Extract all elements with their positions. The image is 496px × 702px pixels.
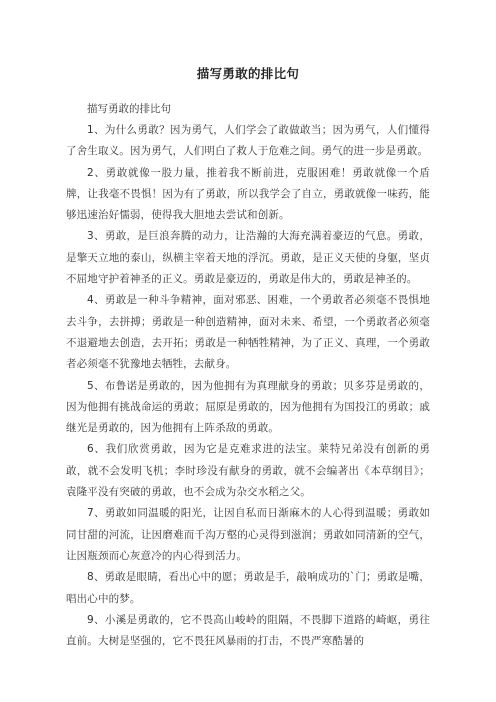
paragraph-1: 1、为什么勇敢？因为勇气，人们学会了敢做敢当；因为勇气，人们懂得了舍生取义。因为勇气，人们明白了救人于危难之间。勇气的进一步是勇敢。 [66, 124, 430, 158]
document-title: 描写勇敢的排比句 [196, 66, 300, 81]
paragraph-2: 2、勇敢就像一股力量，推着我不断前进，克服困难！勇敢就像一个盾牌，让我毫不畏惧！因为有了勇敢，所以我学会了自立，勇敢就像一味药，能够迅速治好懦弱，使得我大胆地去尝试和创新。 [66, 166, 430, 222]
paragraph-3: 3、勇敢，是巨浪奔腾的动力，让浩瀚的大海充满着豪迈的气息。勇敢，是擎天立地的泰山，纵横主宰着天地的浮沉。勇敢，是正义天使的身躯，坚贞不屈地守护着神圣的正义。勇敢是豪迈的，勇敢是伟大的，勇敢是神圣的。 [66, 230, 430, 286]
paragraph-6: 6、我们欣赏勇敢，因为它是克难求进的法宝。莱特兄弟没有创新的勇敢，就不会发明飞机；李时珍没有献身的勇敢，就不会编著出《本草纲目》；袁隆平没有突破的勇敢，也不会成为杂交水稻之父。 [66, 443, 430, 499]
paragraph-4: 4、勇敢是一种斗争精神，面对邪恶、困难，一个勇敢者必须毫不畏惧地去斗争，去拼搏；勇敢是一种创造精神，面对未来、希望，一个勇敢者必须毫不退避地去创造，去开拓；勇敢是一种牺牲精神，为了正义、真理，一个勇敢者必须毫不犹豫地去牺牲，去献身。 [66, 294, 430, 371]
paragraph-8: 8、勇敢是眼睛，看出心中的愿；勇敢是手，敲响成功的`门；勇敢是嘴，唱出心中的梦。 [66, 571, 430, 605]
paragraph-7: 7、勇敢如同温暖的阳光，让因自私而日渐麻木的人心得到温暖；勇敢如同甘甜的河流，让因磨难而千沟万壑的心灵得到滋润；勇敢如同清新的空气，让因瓶颈而心灰意冷的内心得到活力。 [66, 507, 430, 562]
paragraph-9: 9、小溪是勇敢的，它不畏高山峻岭的阻隔，不畏脚下道路的崎岖，勇往直前。大树是坚强的，它不畏狂风暴雨的打击，不畏严寒酷暑的 [66, 613, 430, 648]
document-subtitle: 描写勇敢的排比句 [87, 103, 171, 115]
paragraph-5: 5、布鲁诺是勇敢的，因为他拥有为真理献身的勇敢；贝多芬是勇敢的，因为他拥有挑战命运的勇敢；屈原是勇敢的，因为他拥有为国投江的勇敢；戚继光是勇敢的，因为他拥有上阵杀敌的勇敢。 [66, 379, 430, 435]
